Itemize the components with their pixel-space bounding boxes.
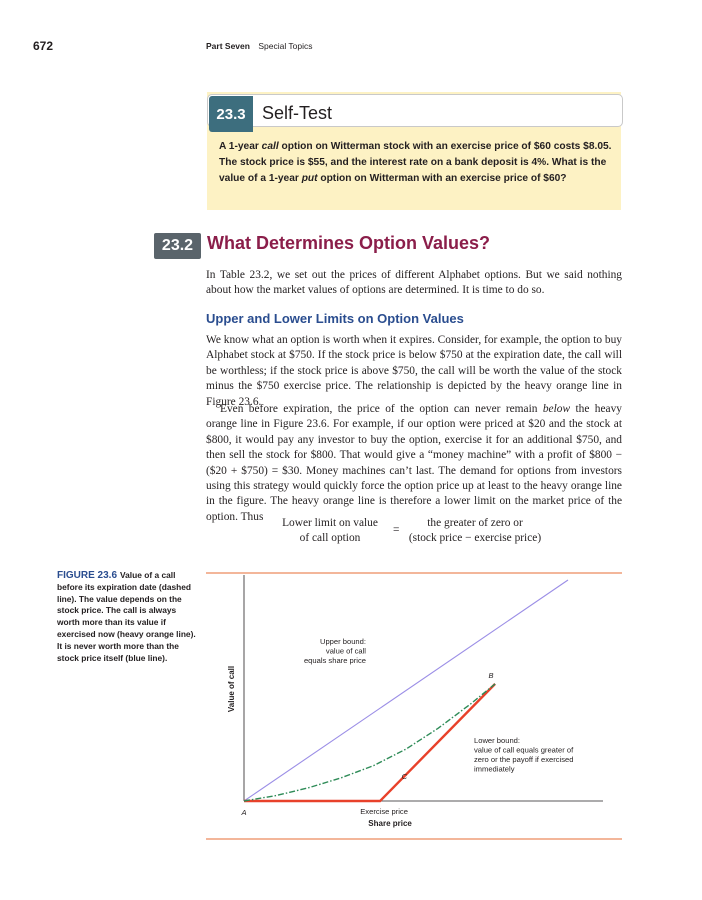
figure-caption: FIGURE 23.6 Value of a call before its expiration date (dashed line). The value depends on the stock price. The call is always worth more than its value if exercised now (heavy orange line). It is never worth more than the stock price itself (blue line). xyxy=(57,570,196,663)
formula-right: the greater of zero or (stock price − exercise price) xyxy=(408,517,542,544)
intro-paragraph: In Table 23.2, we set out the prices of different Alphabet options. But we said nothing about how the market values of options are determined. It is time to do so. xyxy=(206,269,622,297)
self-test-question: A 1-year call option on Witterman stock with an exercise price of $60 costs $8.05. The stock price is $55, and the interest rate on a bank deposit is 4%. What is the value of a 1-year put option on Witterman with an exercise price of $60? xyxy=(219,141,612,184)
lower-bound-annotation-line: zero or the payoff if exercised xyxy=(474,755,574,764)
formula-left: Lower limit on value of call option xyxy=(282,517,378,544)
point-a-label: A xyxy=(241,808,247,817)
running-header-part: Part Seven xyxy=(206,41,250,51)
subheading: Upper and Lower Limits on Option Values xyxy=(206,311,464,326)
paragraph-2: Even before expiration, the price of the option can never remain below the heavy orange line in Figure 23.6. For example, if our option were priced at $20 and the stock at $800, it would pay any investor to buy the option, exercise it for an additional $750, and then sell the stock for $800. That would give a “money machine” with a profit of $800 − ($20 + $750) = $30. Money machines can’t last. The demand for options from investors using this strategy would quickly force the option price up at least to the heavy orange line in the figure. The heavy orange line is therefore a lower limit on the market price of the option. Thus xyxy=(206,403,622,523)
y-axis-label: Value of call xyxy=(227,665,236,713)
upper-bound-line xyxy=(244,580,568,801)
figure-label: FIGURE 23.6 xyxy=(57,570,118,581)
upper-bound-annotation-line: value of call xyxy=(325,646,366,656)
running-header-section: Special Topics xyxy=(258,41,313,51)
upper-bound-annotation-line: equals share price xyxy=(303,656,366,665)
x-axis-label: Share price xyxy=(368,819,412,828)
self-test-number: 23.3 xyxy=(209,96,253,132)
point-b-label: B xyxy=(488,670,494,680)
section-title: What Determines Option Values? xyxy=(207,233,491,253)
self-test-title: Self-Test xyxy=(262,103,333,123)
point-c-label: C xyxy=(401,771,408,781)
running-header xyxy=(206,41,313,51)
lower-bound-annotation-line: value of call equals greater of xyxy=(474,745,574,755)
lower-bound-annotation-line: Lower bound: xyxy=(474,736,521,745)
exercise-price-label: Exercise price xyxy=(360,807,408,816)
paragraph-1: We know what an option is worth when it expires. Consider, for example, the option to buy Alphabet stock at $750. If the stock price is below $750 at the expiration date, the call will be worthless; if the stock price is above $750, the call will be worth the value of the stock minus the $750 exercise price. The relationship is depicted by the heavy orange line in Figure 23.6. xyxy=(206,334,622,408)
option-value-chart xyxy=(206,575,622,837)
figure-top-rule xyxy=(206,572,622,574)
call-value-curve xyxy=(244,684,495,801)
page-number: 672 xyxy=(33,39,54,53)
upper-bound-annotation-line: Upper bound: xyxy=(319,637,366,646)
formula-equals: = xyxy=(393,524,400,536)
lower-bound-annotation-line: immediately xyxy=(474,764,515,774)
lower-bound-line xyxy=(244,684,495,801)
lower-limit-formula xyxy=(270,516,570,550)
figure-bottom-rule xyxy=(206,838,622,840)
section-number: 23.2 xyxy=(154,233,201,259)
